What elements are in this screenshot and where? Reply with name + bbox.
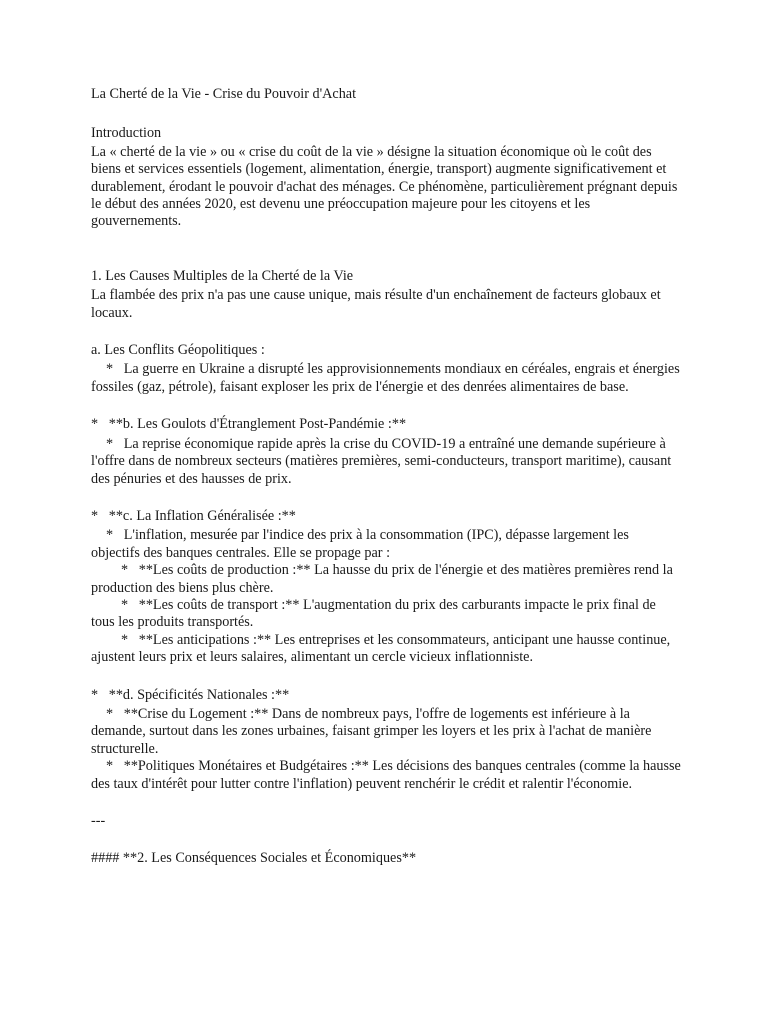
cause-c-item: * L'inflation, mesurée par l'indice des prix à la consommation (IPC), dépasse largement les objectifs des banques centrales. Elle se propage par : [91,527,633,561]
cause-a-item: * La guerre en Ukraine a disrupté les approvisionnements mondiaux en céréales, engrais et énergies fossiles (gaz, pétrole), faisant exploser les prix de l'énergie et des denrées alimentaires de base. [91,361,684,395]
document-page [91,86,685,868]
cause-a-heading: a. Les Conflits Géopolitiques : [91,342,265,359]
cause-b-item: * La reprise économique rapide après la crise du COVID-19 a entraîné une demande supérieure à l'offre dans de nombreux secteurs (matières premières, semi-conducteurs, transport maritime), causant des pénuries et des hausses de prix. [91,435,675,487]
cause-d-heading: * **d. Spécificités Nationales :** [91,686,290,703]
cause-c-subitem-production: * **Les coûts de production :** La hausse du prix de l'énergie et des matières premières rend la production des biens plus chère. [91,562,677,596]
document-title: La Cherté de la Vie - Crise du Pouvoir d'Achat [91,86,357,102]
separator-line: --- [91,813,106,829]
cause-d-item-policies: * **Politiques Monétaires et Budgétaires :** Les décisions des banques centrales (comme la hausse des taux d'intérêt pour lutter contre l'inflation) peuvent renchérir le crédit et ralentir l'économie. [91,758,685,792]
cause-c-subitem-transport: * **Les coûts de transport :** L'augmentation du prix des carburants impacte le prix final de tous les produits transportés. [91,596,660,631]
section1-paragraph: La flambée des prix n'a pas une cause unique, mais résulte d'un enchaînement de facteurs globaux et locaux. [91,287,665,321]
section1-heading: 1. Les Causes Multiples de la Cherté de la Vie [91,267,354,284]
cause-d-item-housing: * **Crise du Logement :** Dans de nombreux pays, l'offre de logements est inférieure à la demande, surtout dans les zones urbaines, faisant grimper les loyers et les prix à l'achat de manière structurelle. [91,705,655,757]
cause-c-subitem-anticipations: * **Les anticipations :** Les entreprises et les consommateurs, anticipant une hausse continue, ajustent leurs prix et leurs salaires, alimentant un cercle vicieux inflationniste. [91,631,674,666]
cause-c-heading: * **c. La Inflation Généralisée :** [91,507,296,524]
intro-paragraph: La « cherté de la vie » ou « crise du coût de la vie » désigne la situation économique où le coût des biens et services essentiels (logement, alimentation, énergie, transport) augmente significativement et durablement, érodant le pouvoir d'achat des ménages. Ce phénomène, particulièrement prégnant depuis le début des années 2020, est devenu une préoccupation majeure pour les citoyens et les gouvernements. [91,143,681,230]
section2-heading: #### **2. Les Conséquences Sociales et Économiques** [91,850,417,867]
intro-heading: Introduction [91,125,162,142]
cause-b-heading: * **b. Les Goulots d'Étranglement Post-Pandémie :** [91,416,407,433]
